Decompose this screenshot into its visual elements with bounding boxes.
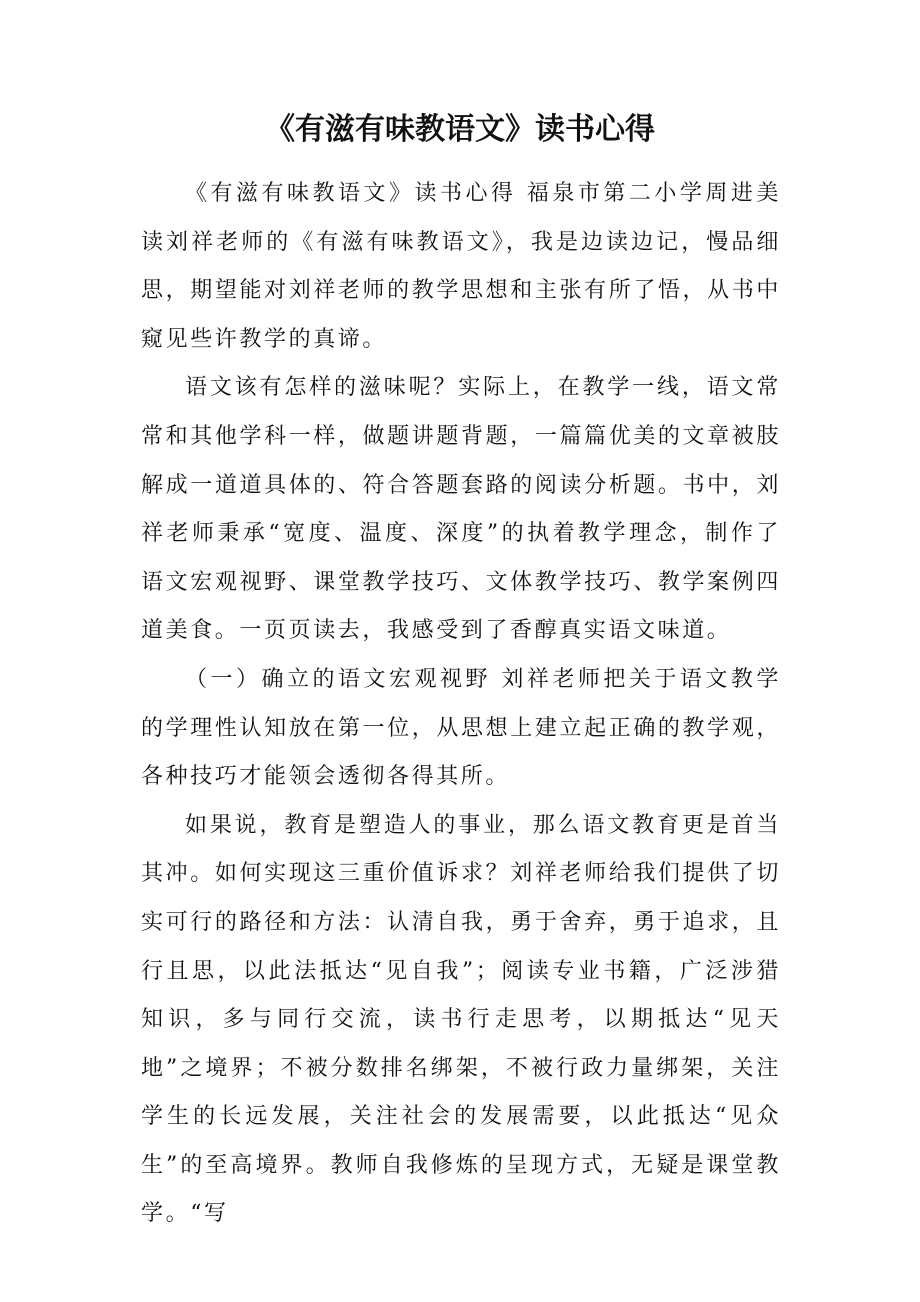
paragraph-intro: 《有滋有味教语文》读书心得 福泉市第二小学周进美 读刘祥老师的《有滋有味教语文》，我是边读边记，慢品细思，期望能对刘祥老师的教学思想和主张有所了悟，从书中窥见些许教学的真谛。: [141, 181, 781, 352]
document-body: [141, 170, 781, 1239]
paragraph-section-one: （一）确立的语文宏观视野 刘祥老师把关于语文教学的学理性认知放在第一位，从思想上建立起正确的教学观，各种技巧才能领会透彻各得其所。: [141, 666, 781, 790]
document-title: 《有滋有味教语文》读书心得: [265, 112, 655, 147]
paragraph-flavor: 语文该有怎样的滋味呢？实际上，在教学一线，语文常常和其他学科一样，做题讲题背题，一篇篇优美的文章被肢解成一道道具体的、符合答题套路的阅读分析题。书中，刘祥老师秉承“宽度、温度、深度”的执着教学理念，制作了语文宏观视野、课堂教学技巧、文体教学技巧、教学案例四道美食。一页页读去，我感受到了香醇真实语文味道。: [141, 375, 781, 644]
paragraph-education: 如果说，教育是塑造人的事业，那么语文教育更是首当其冲。如何实现这三重价值诉求？刘祥老师给我们提供了切实可行的路径和方法：认清自我，勇于舍弃，勇于追求，且行且思，以此法抵达“见自我”；阅读专业书籍，广泛涉猎知识，多与同行交流，读书行走思考，以期抵达“见天地”之境界；不被分数排名绑架，不被行政力量绑架，关注学生的长远发展，关注社会的发展需要，以此抵达“见众生”的至高境界。教师自我修炼的呈现方式，无疑是课堂教学。“写: [141, 812, 781, 1227]
